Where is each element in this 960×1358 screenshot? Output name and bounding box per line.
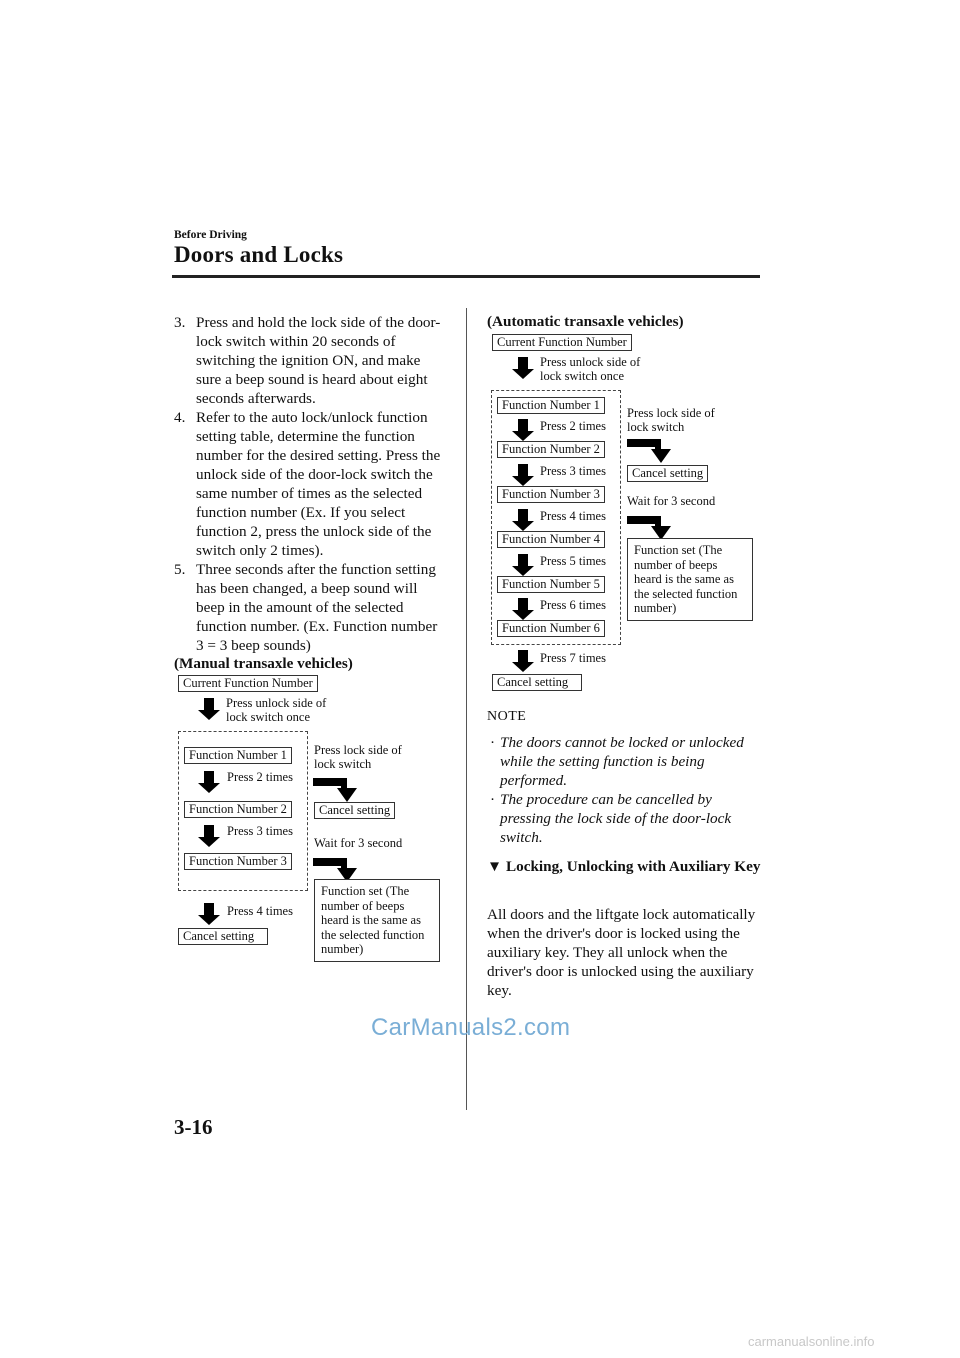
note-bullet-text: The procedure can be cancelled by pressing the lock side of the door-lock switch. [500,791,732,846]
auto-press-5-label: Press 5 times [540,554,606,568]
auto-function-3-box: Function Number 3 [497,486,605,503]
manual-press-3-label: Press 3 times [227,824,293,838]
step-3 [174,313,446,408]
triangle-marker-icon: ▼ [487,858,503,875]
manual-press-unlock-label: Press unlock side of lock switch once [226,696,327,724]
auto-current-function-box: Current Function Number [492,334,632,351]
manual-current-function-box: Current Function Number [178,675,318,692]
manual-cancel-bottom-box: Cancel setting [178,928,268,945]
auto-press-2-label: Press 2 times [540,419,606,433]
step-text: Three seconds after the function setting has been changed, a beep sound will beep in the amount of the selected function number. (Ex. Function number 3 = 3 beep sounds) [196,561,438,654]
right-down-arrow-icon [313,852,365,882]
manual-function-2-box: Function Number 2 [184,801,292,818]
note-bullet-text: The doors cannot be locked or unlocked while the setting function is being performed. [500,734,744,789]
step-5 [174,560,446,655]
right-down-arrow-icon [313,772,365,802]
down-arrow-icon [198,825,220,847]
right-down-arrow-icon [627,433,679,463]
auto-function-2-box: Function Number 2 [497,441,605,458]
down-arrow-icon [512,464,534,486]
watermark-corner: carmanualsonline.info [748,1334,875,1349]
manual-press-2-label: Press 2 times [227,770,293,784]
auto-cancel-bottom-box: Cancel setting [492,674,582,691]
auto-press-3-label: Press 3 times [540,464,606,478]
down-arrow-icon [512,554,534,576]
auto-function-6-box: Function Number 6 [497,620,605,637]
bullet-dot: · [490,734,496,751]
header-rule [172,275,760,278]
down-arrow-icon [198,903,220,925]
auto-function-4-box: Function Number 4 [497,531,605,548]
auto-cancel-right-box: Cancel setting [627,465,708,482]
right-down-arrow-icon [627,510,679,540]
automatic-heading: (Automatic transaxle vehicles) [487,313,684,330]
step-number: 4. [174,409,186,426]
auto-wait-label: Wait for 3 second [627,494,716,508]
manual-function-3-box: Function Number 3 [184,853,292,870]
bullet-dot: · [490,791,496,808]
down-arrow-icon [512,419,534,441]
auto-function-set-box: Function set (The number of beeps heard is the same as the selected function number) [627,538,753,621]
auto-function-1-box: Function Number 1 [497,397,605,414]
auto-press-4-label: Press 4 times [540,509,606,523]
step-text: Press and hold the lock side of the door-lock switch within 20 seconds of switching the ignition ON, and make sure a beep sound is heard about eight seconds afterwards. [196,314,441,407]
manual-press-4-label: Press 4 times [227,904,293,918]
chapter-title: Doors and Locks [174,242,344,267]
aux-key-body: All doors and the liftgate lock automatically when the driver's door is locked using the auxiliary key. They all unlock when the driver's door is unlocked using the auxiliary key. [487,906,756,999]
page-number: 3-16 [174,1115,213,1139]
step-text: Refer to the auto lock/unlock function setting table, determine the function number for the desired setting. Press the unlock side of the door-lock switch the same number of times as the selected function number (Ex. If you select function 2, press the unlock side of the switch only 2 times). [196,409,441,559]
section-label: Before Driving [174,229,247,241]
watermark-center: CarManuals2.com [371,1014,571,1041]
manual-heading: (Manual transaxle vehicles) [174,655,353,672]
down-arrow-icon [512,598,534,620]
down-arrow-icon [198,698,220,720]
auto-function-5-box: Function Number 5 [497,576,605,593]
note-bullet-1 [490,733,762,790]
manual-wait-label: Wait for 3 second [314,836,403,850]
auto-press-lock-label: Press lock side of lock switch [627,406,715,434]
step-4 [174,408,446,560]
column-divider [466,308,467,1110]
manual-press-lock-label: Press lock side of lock switch [314,743,402,771]
aux-key-title: Locking, Unlocking with Auxiliary Key [506,858,761,875]
manual-cancel-right-box: Cancel setting [314,802,395,819]
note-bullet-2 [490,790,762,847]
aux-key-heading [487,857,767,876]
down-arrow-icon [512,650,534,672]
step-number: 5. [174,561,186,578]
note-title: NOTE [487,709,527,724]
manual-function-1-box: Function Number 1 [184,747,292,764]
auto-press-6-label: Press 6 times [540,598,606,612]
manual-function-set-box: Function set (The number of beeps heard is the same as the selected function number) [314,879,440,962]
auto-press-7-label: Press 7 times [540,651,606,665]
auto-press-unlock-label: Press unlock side of lock switch once [540,355,641,383]
down-arrow-icon [198,771,220,793]
down-arrow-icon [512,357,534,379]
down-arrow-icon [512,509,534,531]
step-number: 3. [174,314,186,331]
